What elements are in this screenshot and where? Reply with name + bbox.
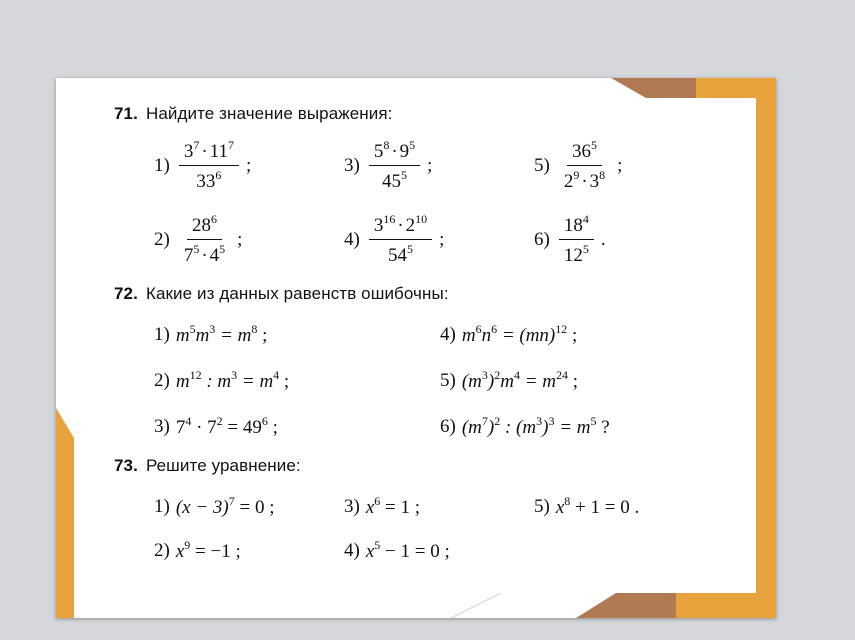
equation: $m^5m^3 = m^8$ ; xyxy=(175,322,268,346)
problem-title: Какие из данных равенств ошибочны: xyxy=(145,284,449,303)
p71-item-2: 2) $\frac{28^6}{7^5 \cdot 4^5}$ ; xyxy=(154,212,243,266)
problem-title: Найдите значение выражения: xyxy=(145,104,393,123)
item-label: 2) xyxy=(154,539,170,561)
problem-number: 73. xyxy=(114,456,138,475)
p73-item-2 xyxy=(154,538,241,563)
p72-item-2 xyxy=(154,368,289,393)
problem-71-header xyxy=(114,104,393,124)
fraction: $\frac{5^8 \cdot 9^5}{45^5}$ xyxy=(369,138,420,193)
p72-item-3 xyxy=(154,414,278,439)
item-label: 3) xyxy=(344,495,360,517)
equation: $x^6 = 1$ ; xyxy=(365,494,421,518)
item-label: 1) xyxy=(154,323,170,345)
p72-item-5 xyxy=(440,368,578,393)
fraction: $\frac{28^6}{7^5 \cdot 4^5}$ xyxy=(183,212,226,266)
problem-number: 71. xyxy=(114,104,138,123)
fraction: $\frac{3^{16} \cdot 2^{10}}{54^5}$ xyxy=(369,212,432,267)
item-label: 3) xyxy=(344,154,360,176)
p72-item-1 xyxy=(154,322,267,347)
p72-item-6 xyxy=(440,414,610,439)
fraction: $\frac{18^4}{12^5}$ xyxy=(559,212,594,267)
problem-title: Решите уравнение: xyxy=(145,456,301,475)
item-label: 4) xyxy=(344,228,360,250)
p71-item-3: 3) $\frac{5^8 \cdot 9^5}{45^5}$ ; xyxy=(344,138,433,192)
item-label: 5) xyxy=(534,495,550,517)
problem-73-header xyxy=(114,456,301,476)
item-label: 4) xyxy=(440,323,456,345)
equation: $(m^7)^2$ : $(m^3)^3 = m^5$ ? xyxy=(461,414,610,438)
page-content xyxy=(56,78,776,618)
item-label: 5) xyxy=(534,154,550,176)
fraction: $\frac{3^7 \cdot 11^7}{33^6}$ xyxy=(179,138,239,193)
equation: $m^{12}$ : $m^3 = m^4$ ; xyxy=(175,368,290,392)
item-label: 5) xyxy=(440,369,456,391)
item-label: 3) xyxy=(154,415,170,437)
slide xyxy=(56,78,776,618)
p72-item-4 xyxy=(440,322,577,347)
p73-item-4 xyxy=(344,538,450,563)
equation: $(m^3)^2m^4 = m^{24}$ ; xyxy=(461,368,579,392)
equation: $x^8 + 1 = 0$ . xyxy=(555,494,640,518)
p71-item-6: 6) $\frac{18^4}{12^5}$ . xyxy=(534,212,606,266)
p71-item-5: 5) $\frac{36^5}{2^9 \cdot 3^8}$ ; xyxy=(534,138,623,192)
p73-item-1 xyxy=(154,494,275,519)
p73-item-5 xyxy=(534,494,639,519)
equation: $m^6n^6 = (mn)^{12}$ ; xyxy=(461,322,578,346)
problem-number: 72. xyxy=(114,284,138,303)
item-label: 6) xyxy=(440,415,456,437)
p71-item-1: 1) $\frac{3^7 \cdot 11^7}{33^6}$ ; xyxy=(154,138,252,192)
problem-72-header xyxy=(114,284,449,304)
p73-item-3 xyxy=(344,494,420,519)
item-label: 1) xyxy=(154,495,170,517)
equation: $(x - 3)^7 = 0$ ; xyxy=(175,494,275,518)
fraction: $\frac{36^5}{2^9 \cdot 3^8}$ xyxy=(563,138,606,192)
p71-item-4: 4) $\frac{3^{16} \cdot 2^{10}}{54^5}$ ; xyxy=(344,212,445,266)
item-label: 6) xyxy=(534,228,550,250)
item-label: 1) xyxy=(154,154,170,176)
equation: $x^5 - 1 = 0$ ; xyxy=(365,538,450,562)
item-label: 2) xyxy=(154,369,170,391)
equation: $7^4 \cdot 7^2 = 49^6$ ; xyxy=(175,414,278,438)
item-label: 2) xyxy=(154,228,170,250)
item-label: 4) xyxy=(344,539,360,561)
equation: $x^9 = -1$ ; xyxy=(175,538,241,562)
